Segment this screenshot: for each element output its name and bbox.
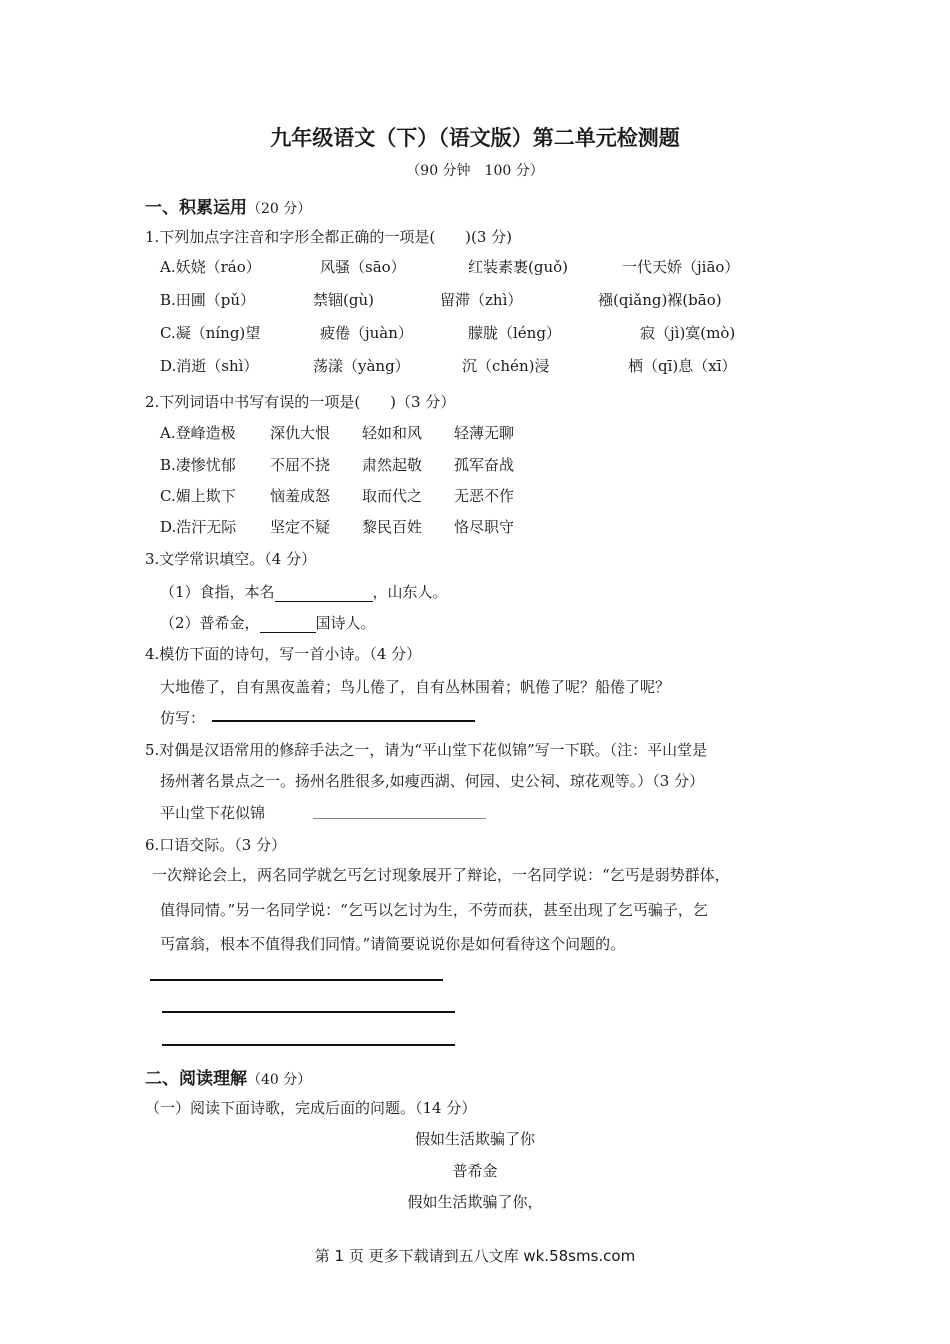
q2-option-c-4: 无恶不作 — [454, 487, 515, 505]
section-1-label: 一、积累运用 — [145, 198, 247, 218]
q1-option-b-1: B.田圃（pǔ） — [160, 291, 256, 309]
q1-option-b-2: 禁锢(gù) — [313, 291, 374, 309]
poem-author: 普希金 — [452, 1162, 498, 1180]
page-footer: 第 1 页 更多下载请到五八文库 wk.58sms.com — [314, 1247, 636, 1265]
q6-line-2: 值得同情。”另一名同学说：“乞丐以乞讨为生，不劳而获，甚至出现了乞丐骗子，乞 — [160, 901, 708, 919]
q1-option-d-3: 沉（chén)浸 — [462, 357, 550, 375]
q2-option-c-2: 恼羞成怒 — [270, 487, 331, 505]
section-2-points: （40 分） — [247, 1072, 312, 1088]
q2-option-b-1: B.凄惨忧郁 — [160, 456, 236, 474]
page-title: 九年级语文（下）（语文版）第二单元检测题 — [270, 126, 680, 150]
q4-answer-line[interactable] — [212, 720, 475, 722]
q1-option-a-4: 一代天娇（jiāo） — [622, 258, 740, 276]
q1-option-b-4: 襁(qiǎng)褓(bāo) — [598, 291, 722, 309]
q6-answer-line-1[interactable] — [150, 979, 443, 981]
q3-item-1 — [160, 581, 448, 602]
q3-item-2-suffix: 国诗人。 — [315, 614, 376, 632]
q1-option-d-1: D.消逝（shì） — [160, 357, 259, 375]
q2-option-d-4: 恪尽职守 — [454, 518, 515, 536]
q3-item-2-prefix: （2）普希金， — [160, 614, 260, 632]
q6-answer-line-2[interactable] — [162, 1011, 455, 1013]
q2-option-a-2: 深仇大恨 — [270, 424, 331, 442]
q1-option-c-3: 朦胧（léng） — [468, 324, 561, 342]
q2-option-c-1: C.媚上欺下 — [160, 487, 236, 505]
q4-prompt: 大地倦了，自有黑夜盖着；鸟儿倦了，自有丛林围着；帆倦了呢？船倦了呢？ — [160, 678, 671, 696]
q6-stem: 6.口语交际。（3 分） — [145, 836, 287, 854]
poem-line-1: 假如生活欺骗了你， — [407, 1193, 543, 1211]
q2-option-c-3: 取而代之 — [362, 487, 423, 505]
section-2-label: 二、阅读理解 — [145, 1069, 247, 1089]
q3-item-1-suffix: ，山东人。 — [372, 583, 448, 601]
q2-option-b-4: 孤军奋战 — [454, 456, 515, 474]
section-1-heading — [145, 193, 311, 218]
q2-option-d-1: D.浩汗无际 — [160, 518, 237, 536]
q5-answer-line[interactable] — [313, 818, 486, 819]
part-1-stem: （一）阅读下面诗歌，完成后面的问题。（14 分） — [145, 1099, 477, 1117]
q1-option-a-3: 红装素裹(guǒ) — [468, 258, 568, 276]
q5-line-2: 扬州著名景点之一。扬州名胜很多,如瘦西湖、何园、史公祠、琼花观等。）（3 分） — [160, 772, 705, 790]
q5-couplet: 平山堂下花似锦 — [160, 804, 266, 822]
q2-option-a-3: 轻如和风 — [362, 424, 423, 442]
q1-option-c-2: 疲倦（juàn） — [320, 324, 413, 342]
q1-option-d-4: 栖（qī)息（xī） — [628, 357, 737, 375]
q6-answer-line-3[interactable] — [162, 1044, 455, 1046]
q4-label: 仿写： — [160, 709, 206, 727]
q2-option-a-1: A.登峰造极 — [160, 424, 236, 442]
q1-option-c-4: 寂（jì)寞(mò) — [640, 324, 736, 342]
q1-option-b-3: 留滞（zhì） — [440, 291, 523, 309]
q1-stem: 1.下列加点字注音和字形全都正确的一项是( )(3 分) — [145, 228, 513, 246]
q2-option-b-3: 肃然起敬 — [362, 456, 423, 474]
q1-option-a-2: 风骚（sāo） — [320, 258, 406, 276]
q3-item-2 — [160, 612, 376, 633]
q3-blank-1[interactable] — [275, 585, 373, 602]
q6-line-3: 丐富翁，根本不值得我们同情。”请简要说说你是如何看待这个问题的。 — [160, 935, 626, 953]
q2-stem: 2.下列词语中书写有误的一项是( )（3 分） — [145, 393, 456, 411]
q1-option-d-2: 荡漾（yàng） — [313, 357, 410, 375]
q1-option-a-1: A.妖娆（ráo） — [160, 258, 261, 276]
page-subtitle: （90 分钟 100 分） — [406, 163, 544, 179]
q3-stem: 3.文学常识填空。（4 分） — [145, 550, 317, 568]
section-2-heading — [145, 1064, 311, 1089]
q3-blank-2[interactable] — [260, 616, 316, 633]
q2-option-d-2: 坚定不疑 — [270, 518, 331, 536]
q6-line-1: 一次辩论会上，两名同学就乞丐乞讨现象展开了辩论，一名同学说：“乞丐是弱势群体， — [152, 866, 730, 884]
q1-option-c-1: C.凝（níng)望 — [160, 324, 261, 342]
q3-item-1-prefix: （1）食指，本名 — [160, 583, 275, 601]
poem-title: 假如生活欺骗了你 — [414, 1130, 535, 1148]
q2-option-b-2: 不屈不挠 — [270, 456, 331, 474]
q5-line-1: 5.对偶是汉语常用的修辞手法之一，请为“平山堂下花似锦”写一下联。（注：平山堂是 — [145, 741, 708, 759]
section-1-points: （20 分） — [247, 201, 312, 217]
q2-option-a-4: 轻薄无聊 — [454, 424, 515, 442]
q2-option-d-3: 黎民百姓 — [362, 518, 423, 536]
q4-stem: 4.模仿下面的诗句，写一首小诗。（4 分） — [145, 645, 422, 663]
